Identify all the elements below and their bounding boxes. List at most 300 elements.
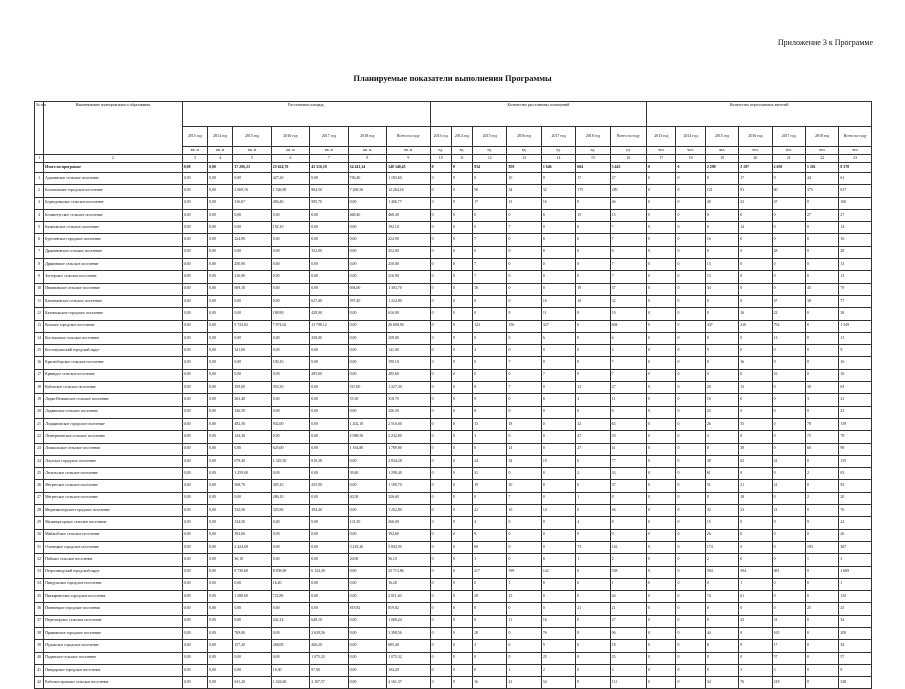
value-cell: 30 xyxy=(705,197,738,209)
value-cell: 0 xyxy=(705,222,738,234)
value-cell: 0 xyxy=(647,246,676,258)
value-cell: 1 xyxy=(507,578,541,590)
row-number: 24 xyxy=(35,455,44,467)
value-cell: 318,70 xyxy=(387,394,431,406)
row-number: 42 xyxy=(35,677,44,689)
value-cell: 0 xyxy=(451,320,472,332)
value-cell: 7 269,56 xyxy=(348,185,386,197)
value-cell: 0,00 xyxy=(208,505,233,517)
value-cell: 0 xyxy=(430,652,451,664)
municipality-name: Пряжинское городское поселение xyxy=(44,627,183,639)
municipality-name: Лоухское городское поселение xyxy=(44,455,183,467)
value-cell: 23 xyxy=(739,197,772,209)
municipality-name: Повенецкое городское поселение xyxy=(44,603,183,615)
value-cell: 0 xyxy=(676,480,705,492)
value-cell: 0 xyxy=(739,431,772,443)
value-cell: 0 xyxy=(676,259,705,271)
value-cell: 0 xyxy=(676,332,705,344)
value-cell: 31 xyxy=(772,615,805,627)
header-unit: ед. xyxy=(576,147,610,155)
value-cell: 8 xyxy=(839,664,872,676)
value-cell: 190,10 xyxy=(271,357,309,369)
value-cell: 0 xyxy=(507,259,541,271)
value-cell: 9 xyxy=(610,529,647,541)
value-cell: 0,00 xyxy=(182,222,207,234)
value-cell: 157,20 xyxy=(233,640,271,652)
value-cell: 7 xyxy=(610,222,647,234)
value-cell: 558 xyxy=(610,566,647,578)
value-cell: 0 xyxy=(806,529,839,541)
value-cell: 0 xyxy=(806,222,839,234)
header-area-group: Расселяемая площадь xyxy=(182,102,430,127)
value-cell: 0 xyxy=(576,234,610,246)
value-cell: 32 xyxy=(541,185,575,197)
value-cell: 0 xyxy=(647,418,676,430)
value-cell: 0,00 xyxy=(348,369,386,381)
value-cell: 224,90 xyxy=(387,234,431,246)
value-cell: 0,00 xyxy=(233,615,271,627)
column-number: 13 xyxy=(507,155,541,163)
value-cell: 0 xyxy=(647,431,676,443)
header-year: 2016 год xyxy=(507,127,541,147)
value-cell: 18 xyxy=(739,492,772,504)
value-cell: 0,00 xyxy=(271,283,309,295)
value-cell: 18 xyxy=(705,394,738,406)
value-cell: 0,00 xyxy=(182,246,207,258)
value-cell: 0 xyxy=(507,246,541,258)
municipality-name: Безмиттугское сельское поселение xyxy=(44,209,183,221)
value-cell: 0,00 xyxy=(348,308,386,320)
value-cell: 0,00 xyxy=(208,677,233,689)
value-cell: 2 xyxy=(576,394,610,406)
total-cell: 0 xyxy=(430,163,451,173)
value-cell: 0,00 xyxy=(233,369,271,381)
indicators-table xyxy=(34,101,872,689)
value-cell: 18 xyxy=(507,418,541,430)
value-cell: 0 xyxy=(541,468,575,480)
value-cell: 0,00 xyxy=(208,283,233,295)
value-cell: 0,00 xyxy=(208,246,233,258)
value-cell: 16,20 xyxy=(271,578,309,590)
value-cell: 0 xyxy=(676,382,705,394)
value-cell: 0 xyxy=(507,406,541,418)
value-cell: 0 xyxy=(576,320,610,332)
value-cell: 0 xyxy=(576,308,610,320)
value-cell: 14 xyxy=(507,443,541,455)
row-number: 30 xyxy=(35,529,44,541)
value-cell: 0 xyxy=(772,578,805,590)
value-cell: 36,10 xyxy=(233,554,271,566)
table-row xyxy=(35,529,872,541)
value-cell: 0,00 xyxy=(348,320,386,332)
value-cell: 0 xyxy=(451,382,472,394)
value-cell: 27 xyxy=(610,382,647,394)
row-number: 41 xyxy=(35,664,44,676)
value-cell: 0 xyxy=(576,271,610,283)
value-cell: 0,00 xyxy=(310,357,348,369)
value-cell: 0 xyxy=(772,443,805,455)
header-year: 2014 год xyxy=(676,127,705,147)
value-cell: 159 xyxy=(839,418,872,430)
value-cell: 0 xyxy=(507,468,541,480)
value-cell: 23 xyxy=(705,406,738,418)
value-cell: 0,00 xyxy=(208,369,233,381)
value-cell: 98 xyxy=(839,443,872,455)
value-cell: 11 xyxy=(610,394,647,406)
value-cell: 19 xyxy=(541,455,575,467)
value-cell: 0 xyxy=(451,406,472,418)
value-cell: 9 xyxy=(806,517,839,529)
value-cell: 0 xyxy=(772,431,805,443)
value-cell: 57 xyxy=(839,652,872,664)
value-cell: 7 xyxy=(610,259,647,271)
value-cell: 0 xyxy=(576,369,610,381)
value-cell: 0 xyxy=(473,332,507,344)
row-number: 26 xyxy=(35,480,44,492)
value-cell: 13 xyxy=(839,271,872,283)
value-cell: 0 xyxy=(576,480,610,492)
value-cell: 0,00 xyxy=(182,209,207,221)
municipality-name: Лесильское сельское поселение xyxy=(44,468,183,480)
value-cell: 0 xyxy=(451,259,472,271)
value-cell: 0,00 xyxy=(348,677,386,689)
row-number: 2 xyxy=(35,185,44,197)
value-cell: 0,00 xyxy=(182,431,207,443)
value-cell: 0 xyxy=(806,357,839,369)
value-cell: 0 xyxy=(705,357,738,369)
value-cell: 0 xyxy=(507,369,541,381)
value-cell: 0,00 xyxy=(182,640,207,652)
value-cell: 0 xyxy=(541,234,575,246)
value-cell: 20 xyxy=(839,492,872,504)
value-cell: 27 xyxy=(806,209,839,221)
value-cell: 0 xyxy=(647,222,676,234)
value-cell: 0 xyxy=(507,283,541,295)
value-cell: 3 xyxy=(610,664,647,676)
value-cell: 0,00 xyxy=(182,578,207,590)
value-cell: 27 xyxy=(610,173,647,185)
value-cell: 47 xyxy=(772,295,805,307)
value-cell: 19 xyxy=(576,283,610,295)
value-cell: 7 xyxy=(507,357,541,369)
value-cell: 0,00 xyxy=(310,541,348,553)
value-cell: 0,00 xyxy=(271,345,309,357)
value-cell: 16 xyxy=(839,357,872,369)
value-cell: 0 xyxy=(430,394,451,406)
value-cell: 0,00 xyxy=(310,406,348,418)
value-cell: 0 xyxy=(576,566,610,578)
value-cell: 0 xyxy=(541,209,575,221)
value-cell: 0 xyxy=(806,345,839,357)
column-number: 6 xyxy=(271,155,309,163)
value-cell: 190,10 xyxy=(387,357,431,369)
value-cell: 0 xyxy=(451,578,472,590)
value-cell: 0,00 xyxy=(182,468,207,480)
value-cell: 0,00 xyxy=(310,173,348,185)
value-cell: 0 xyxy=(430,480,451,492)
header-unit: ед. xyxy=(451,147,472,155)
value-cell: 0 xyxy=(473,308,507,320)
value-cell: 0,00 xyxy=(182,443,207,455)
value-cell: 0,00 xyxy=(271,332,309,344)
value-cell: 0 xyxy=(676,320,705,332)
header-year: 2017 год xyxy=(541,127,575,147)
value-cell: 0,00 xyxy=(208,640,233,652)
value-cell: 0 xyxy=(430,603,451,615)
value-cell: 79 xyxy=(839,283,872,295)
value-cell: 289 xyxy=(610,185,647,197)
value-cell: 0 xyxy=(451,332,472,344)
header-unit: ед. xyxy=(610,147,647,155)
row-number: 11 xyxy=(35,295,44,307)
row-number: 9 xyxy=(35,271,44,283)
value-cell: 0,00 xyxy=(182,615,207,627)
municipality-name: Пересперское сельское поселение xyxy=(44,615,183,627)
table-row xyxy=(35,246,872,258)
total-cell: 0 xyxy=(676,163,705,173)
table-row xyxy=(35,591,872,603)
value-cell: 594 xyxy=(739,566,772,578)
value-cell: 0 xyxy=(451,652,472,664)
value-cell: 0,00 xyxy=(208,554,233,566)
value-cell: 0,00 xyxy=(208,541,233,553)
municipality-name: Ивиановское сельское поселение xyxy=(44,283,183,295)
value-cell: 0,00 xyxy=(348,271,386,283)
value-cell: 0 xyxy=(473,603,507,615)
value-cell: 0 xyxy=(473,369,507,381)
value-cell: 0 xyxy=(806,197,839,209)
value-cell: 819,82 xyxy=(387,603,431,615)
value-cell: 0 xyxy=(676,394,705,406)
value-cell: 609,10 xyxy=(233,283,271,295)
total-cell: 2 187 xyxy=(739,163,772,173)
value-cell: 131,50 xyxy=(348,517,386,529)
value-cell: 69 xyxy=(473,541,507,553)
value-cell: 0,00 xyxy=(233,209,271,221)
value-cell: 26 608,56 xyxy=(387,320,431,332)
value-cell: 0 xyxy=(451,664,472,676)
value-cell: 47 xyxy=(576,431,610,443)
value-cell: 0,00 xyxy=(310,382,348,394)
value-cell: 2 424,69 xyxy=(233,541,271,553)
value-cell: 0 xyxy=(705,173,738,185)
value-cell: 11 xyxy=(541,308,575,320)
value-cell: 0 xyxy=(772,406,805,418)
value-cell: 6 xyxy=(610,332,647,344)
value-cell: 4 xyxy=(473,517,507,529)
value-cell: 0 xyxy=(507,295,541,307)
value-cell: 0 xyxy=(451,197,472,209)
value-cell: 217 xyxy=(473,566,507,578)
value-cell: 468,40 xyxy=(348,209,386,221)
value-cell: 0,00 xyxy=(271,406,309,418)
value-cell: 0,00 xyxy=(208,455,233,467)
value-cell: 0 xyxy=(647,603,676,615)
value-cell: 0,00 xyxy=(233,308,271,320)
value-cell: 0 xyxy=(576,222,610,234)
value-cell: 0,00 xyxy=(348,640,386,652)
value-cell: 0 xyxy=(647,652,676,664)
value-cell: 4 xyxy=(473,345,507,357)
row-number: 4 xyxy=(35,209,44,221)
table-row xyxy=(35,357,872,369)
municipality-name: Паданское сельское поселение xyxy=(44,652,183,664)
value-cell: 631,20 xyxy=(233,677,271,689)
table-row xyxy=(35,664,872,676)
value-cell: 0,00 xyxy=(182,345,207,357)
header-year: 2014 год xyxy=(208,127,233,147)
value-cell: 2 xyxy=(806,468,839,480)
value-cell: 30 xyxy=(806,382,839,394)
column-number: 22 xyxy=(806,155,839,163)
value-cell: 74 xyxy=(705,591,738,603)
value-cell: 22 xyxy=(772,308,805,320)
municipality-name: Калевальское городское поселение xyxy=(44,308,183,320)
value-cell: 16 xyxy=(576,295,610,307)
value-cell: 0 xyxy=(647,295,676,307)
value-cell: 0,00 xyxy=(310,234,348,246)
value-cell: 285,60 xyxy=(387,369,431,381)
value-cell: 26 xyxy=(705,418,738,430)
municipality-name: Костышское сельское поселение xyxy=(44,332,183,344)
value-cell: 0 xyxy=(507,394,541,406)
value-cell: 0,00 xyxy=(310,222,348,234)
value-cell: 0 xyxy=(473,357,507,369)
value-cell: 13 xyxy=(705,259,738,271)
value-cell: 0 xyxy=(576,332,610,344)
table-row xyxy=(35,209,872,221)
value-cell: 0 xyxy=(676,591,705,603)
value-cell: 0 xyxy=(451,566,472,578)
column-number: 17 xyxy=(647,155,676,163)
value-cell: 263,40 xyxy=(233,394,271,406)
value-cell: 0 xyxy=(806,480,839,492)
header-year: 2013 год xyxy=(182,127,207,147)
value-cell: 0 xyxy=(430,185,451,197)
value-cell: 7 xyxy=(610,369,647,381)
value-cell: 0 xyxy=(541,517,575,529)
value-cell: 694,60 xyxy=(348,283,386,295)
value-cell: 0 xyxy=(676,443,705,455)
value-cell: 0 xyxy=(739,271,772,283)
table-row xyxy=(35,345,872,357)
value-cell: 268,00 xyxy=(271,640,309,652)
value-cell: 2 107,57 xyxy=(310,677,348,689)
value-cell: 792 xyxy=(772,320,805,332)
value-cell: 2 xyxy=(576,468,610,480)
value-cell: 0,00 xyxy=(208,259,233,271)
value-cell: 0 xyxy=(451,505,472,517)
municipality-name: Комское городское поселение xyxy=(44,320,183,332)
value-cell: 0 xyxy=(705,492,738,504)
value-cell: 1 164,80 xyxy=(348,443,386,455)
value-cell: 0,00 xyxy=(348,234,386,246)
value-cell: 0,00 xyxy=(208,173,233,185)
value-cell: 0 xyxy=(430,505,451,517)
value-cell: 0,00 xyxy=(182,406,207,418)
value-cell: 0,00 xyxy=(182,652,207,664)
value-cell: 0 xyxy=(541,259,575,271)
value-cell: 19 xyxy=(473,480,507,492)
value-cell: 4 xyxy=(576,517,610,529)
value-cell: 25 xyxy=(839,603,872,615)
value-cell: 44 xyxy=(610,591,647,603)
value-cell: 2 088,50 xyxy=(348,431,386,443)
value-cell: 0 xyxy=(576,505,610,517)
value-cell: 0,00 xyxy=(348,197,386,209)
value-cell: 13 xyxy=(705,271,738,283)
value-cell: 7 xyxy=(610,234,647,246)
value-cell: 0 xyxy=(507,554,541,566)
value-cell: 16 xyxy=(541,295,575,307)
value-cell: 832,00 xyxy=(271,418,309,430)
value-cell: 0 xyxy=(647,517,676,529)
value-cell: 142 xyxy=(541,566,575,578)
header-unit: ед. xyxy=(507,147,541,155)
value-cell: 15 xyxy=(610,209,647,221)
value-cell: 0 xyxy=(647,185,676,197)
value-cell: 0 xyxy=(451,591,472,603)
value-cell: 0 xyxy=(647,480,676,492)
total-row-label: Итого по программе xyxy=(44,163,183,173)
value-cell: 597,40 xyxy=(348,295,386,307)
value-cell: 810,38 xyxy=(310,455,348,467)
value-cell: 0,00 xyxy=(310,394,348,406)
value-cell: 0,00 xyxy=(208,271,233,283)
value-cell: 104,20 xyxy=(387,664,431,676)
table-row xyxy=(35,455,872,467)
value-cell: 0 xyxy=(705,615,738,627)
value-cell: 0 xyxy=(473,209,507,221)
value-cell: 76 xyxy=(541,627,575,639)
value-cell: 0,00 xyxy=(208,345,233,357)
value-cell: 3 xyxy=(473,431,507,443)
header-unit: ед. xyxy=(430,147,451,155)
value-cell: 121 xyxy=(705,185,738,197)
value-cell: 32 xyxy=(705,505,738,517)
value-cell: 3 xyxy=(772,664,805,676)
value-cell: 30 xyxy=(806,295,839,307)
value-cell: 9 xyxy=(473,394,507,406)
value-cell: 4 xyxy=(610,345,647,357)
value-cell: 13 xyxy=(839,259,872,271)
value-cell: 0 xyxy=(451,468,472,480)
value-cell: 3 xyxy=(839,554,872,566)
value-cell: 0 xyxy=(430,320,451,332)
value-cell: 0,00 xyxy=(182,517,207,529)
value-cell: 0,00 xyxy=(208,529,233,541)
value-cell: 0 xyxy=(806,246,839,258)
value-cell: 10 xyxy=(507,173,541,185)
value-cell: 0 xyxy=(739,246,772,258)
value-cell: 0 xyxy=(676,529,705,541)
row-number: 12 xyxy=(35,308,44,320)
value-cell: 8 xyxy=(705,640,738,652)
value-cell: 0 xyxy=(430,332,451,344)
value-cell: 23 xyxy=(739,615,772,627)
value-cell: 8 xyxy=(610,517,647,529)
value-cell: 0 xyxy=(739,234,772,246)
value-cell: 0,00 xyxy=(208,566,233,578)
value-cell: 3 xyxy=(806,394,839,406)
value-cell: 0 xyxy=(772,259,805,271)
row-number: 5 xyxy=(35,222,44,234)
value-cell: 0 xyxy=(772,394,805,406)
value-cell: 0 xyxy=(451,603,472,615)
value-cell: 1 xyxy=(576,554,610,566)
value-cell: 0,00 xyxy=(310,529,348,541)
value-cell: 63 xyxy=(839,382,872,394)
